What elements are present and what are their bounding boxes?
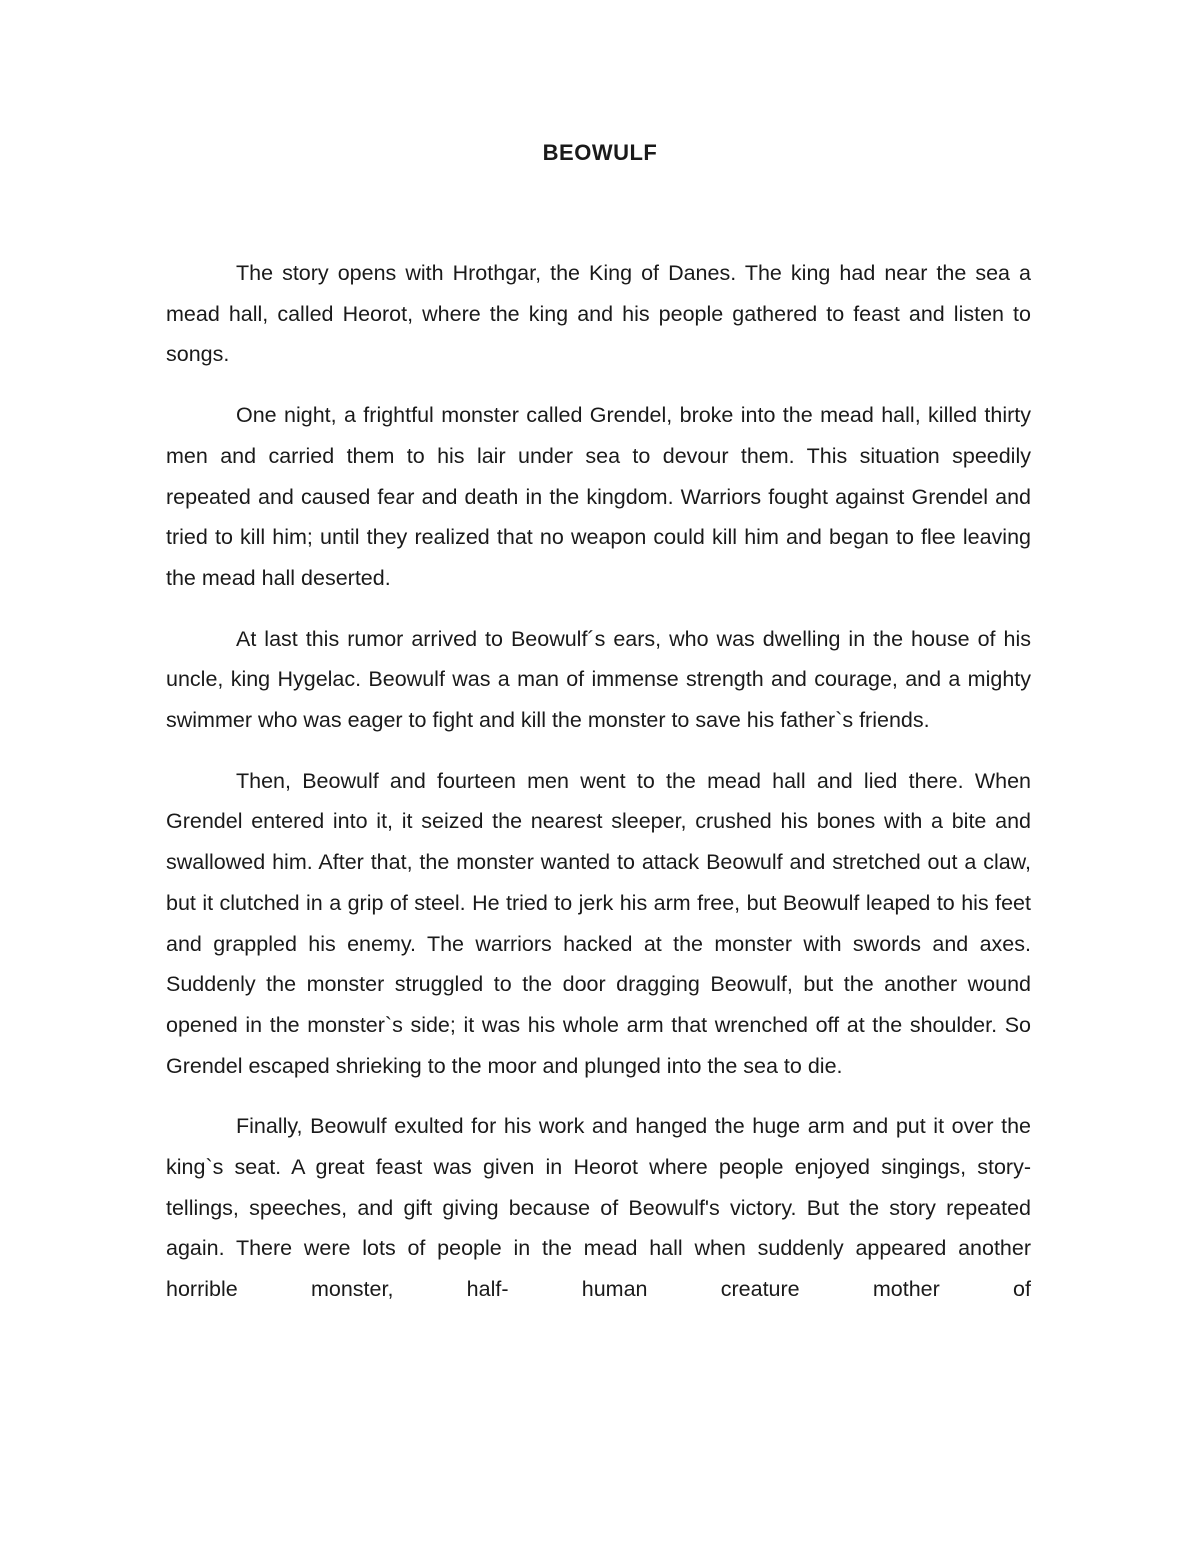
paragraph: At last this rumor arrived to Beowulf´s ears, who was dwelling in the house of his uncle, king Hygelac. Beowulf was a man of immense strength and courage, and a mighty swimmer who was eager to fight and kill the monster to save his father`s friends. [166,626,1031,733]
document-title: BEOWULF [542,140,658,165]
paragraph: One night, a frightful monster called Grendel, broke into the mead hall, killed thirty men and carried them to his lair under sea to devour them. This situation speedily repeated and caused fear and death in the kingdom. Warriors fought against Grendel and tried to kill him; until they realized that no weapon could kill him and began to flee leaving the mead hall deserted. [166,403,1031,590]
paragraph: Then, Beowulf and fourteen men went to the mead hall and lied there. When Grendel entered into it, it seized the nearest sleeper, crushed his bones with a bite and swallowed him. After that, the monster wanted to attack Beowulf and stretched out a claw, but it clutched in a grip of steel. He tried to jerk his arm free, but Beowulf leaped to his feet and grappled his enemy. The warriors hacked at the monster with swords and axes. Suddenly the monster struggled to the door dragging Beowulf, but the another wound opened in the monster`s side; it was his whole arm that wrenched off at the shoulder. So Grendel escaped shrieking to the moor and plunged into the sea to die. [166,768,1031,1078]
document-body [166,253,1031,1330]
paragraph: The story opens with Hrothgar, the King of Danes. The king had near the sea a mead hall, called Heorot, where the king and his people gathered to feast and listen to songs. [166,261,1031,367]
paragraph: Finally, Beowulf exulted for his work and hanged the huge arm and put it over the king`s seat. A great feast was given in Heorot where people enjoyed singings, story-tellings, speeches, and gift giving because of Beowulf's victory. But the story repeated again. There were lots of people in the mead hall when suddenly appeared another horrible monster, half- human creature mother of [166,1114,1031,1302]
